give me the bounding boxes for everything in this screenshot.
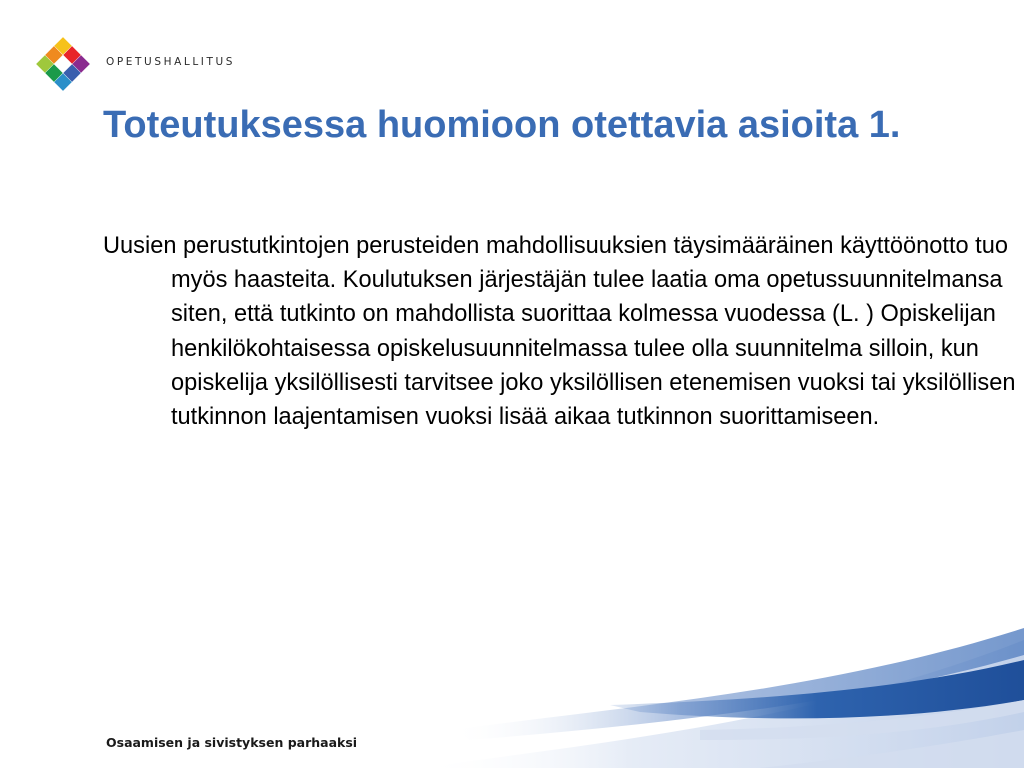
slide-body-text: Uusien perustutkintojen perusteiden mahdollisuuksien täysimääräinen käyttöönotto tuo myös haasteita. Koulutuksen järjestäjän tulee laatia oma opetussuunnitelmansa siten, että tutkinto on mahdollista suorittaa kolmessa vuodessa (L. ) Opiskelijan henkilökohtaisessa opiskelusuunnitelmassa tulee olla suunnitelma silloin, kun opiskelija yksilöllisesti tarvitsee joko yksilöllisen etenemisen vuoksi tai yksilöllisen tutkinnon laajentamisen vuoksi lisää aikaa tutkinnon suorittamiseen. bbox=[103, 233, 1016, 431]
organization-name: OPETUSHALLITUS bbox=[106, 56, 236, 68]
footer-slogan: Osaamisen ja sivistyksen parhaaksi bbox=[106, 735, 358, 750]
slide-title: Toteutuksessa huomioon otettavia asioita 1. bbox=[103, 104, 901, 146]
